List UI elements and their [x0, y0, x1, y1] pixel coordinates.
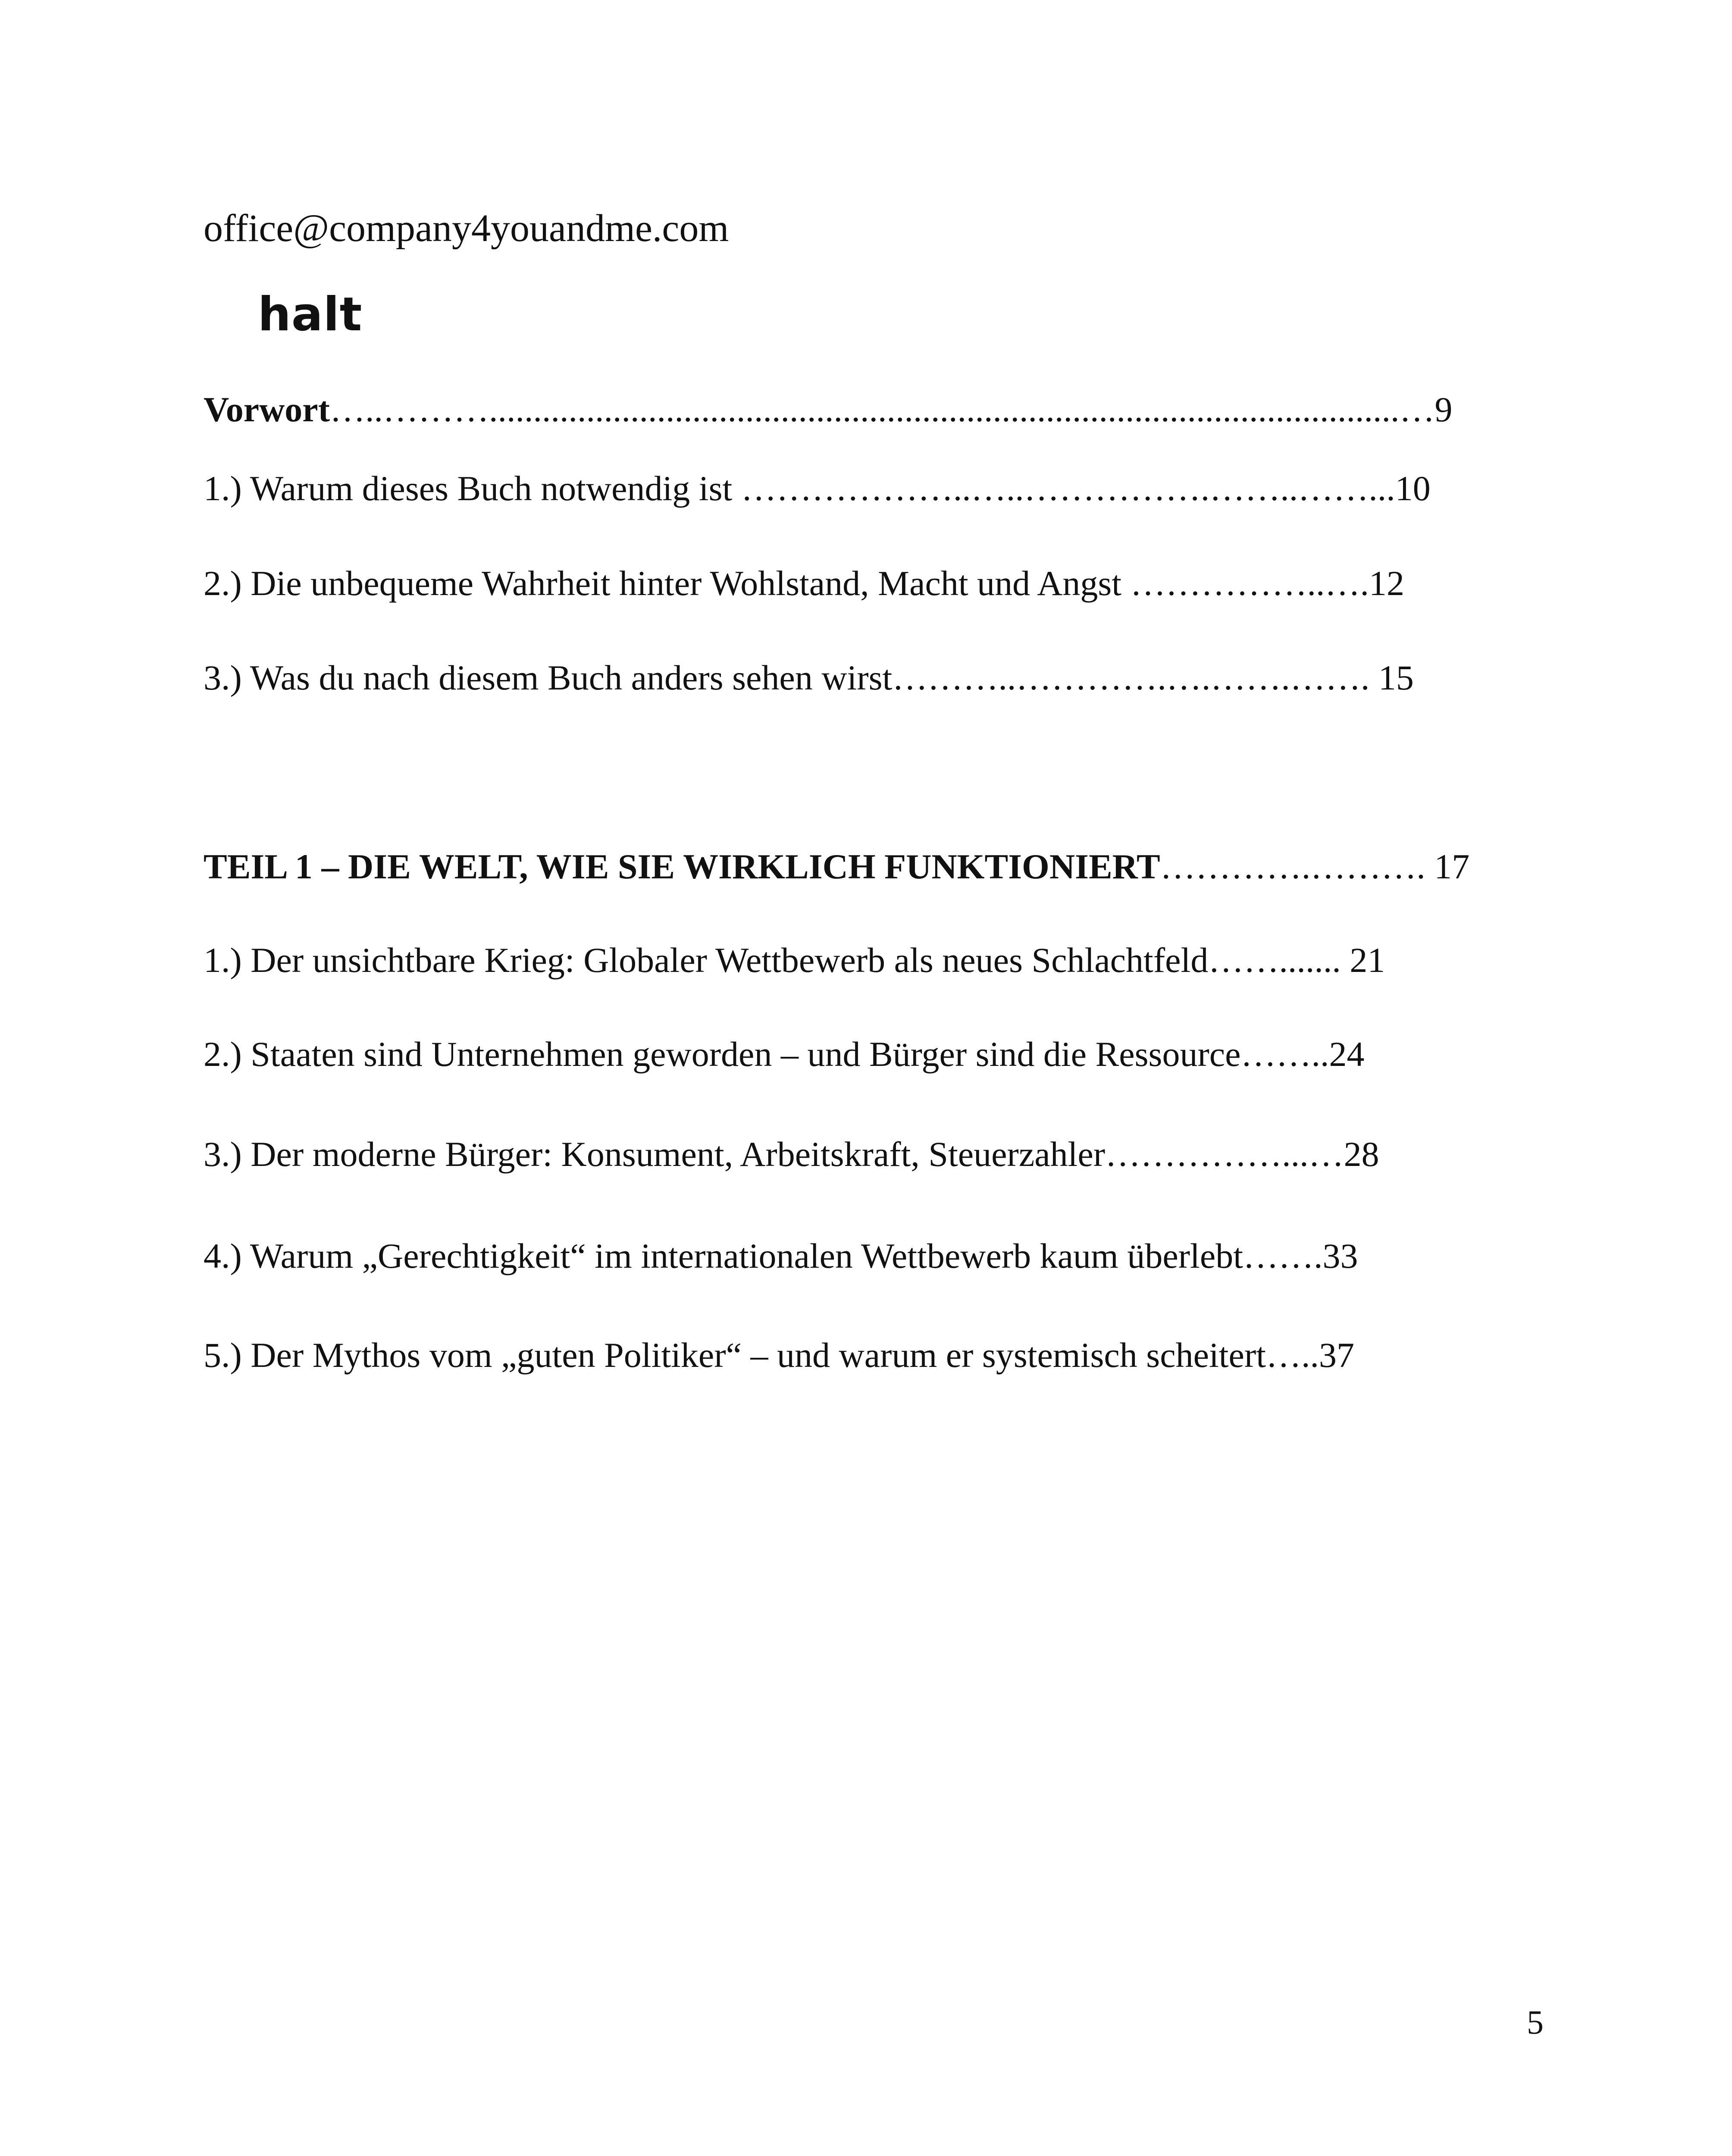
toc-entry-title: 3.) Der moderne Bürger: Konsument, Arbeitskraft, Steuerzahler — [204, 1134, 1106, 1174]
toc-entry-leader-page: ……....... 21 — [1208, 940, 1385, 980]
toc-entry-leader-page: ………………..…..…………….……..……...10 — [732, 469, 1431, 508]
toc-entry — [204, 560, 1540, 607]
toc-entry-title: 5.) Der Mythos vom „guten Politiker“ – und warum er systemisch scheitert — [204, 1335, 1266, 1375]
toc-entry — [204, 1332, 1540, 1379]
toc-entry-leader-page: ……..24 — [1240, 1034, 1365, 1074]
page-number: 5 — [1527, 2003, 1544, 2041]
toc-section-teil-1 — [204, 843, 1540, 890]
toc-entry-title: 2.) Staaten sind Unternehmen geworden – und Bürger sind die Ressource — [204, 1034, 1241, 1074]
toc-entry — [204, 654, 1540, 702]
toc-entry-leader-page: ………….………. 17 — [1160, 847, 1470, 886]
toc-entry-title: 3.) Was du nach diesem Buch anders sehen wirst — [204, 658, 893, 697]
contact-email: office@company4youandme.com — [204, 207, 729, 250]
toc-entry-title: 1.) Warum dieses Buch notwendig ist — [204, 469, 733, 508]
toc-entry-leader-page: …..……….......................................................................................................…9 — [330, 390, 1453, 429]
toc-entry-leader-page: ……………...…28 — [1105, 1134, 1379, 1174]
toc-heading: halt — [258, 288, 363, 342]
toc-entry — [204, 1131, 1540, 1178]
toc-entry-leader-page: …….33 — [1243, 1236, 1358, 1275]
toc-entry-leader-page: ……………..….12 — [1121, 564, 1405, 603]
toc-entry-title: TEIL 1 – DIE WELT, WIE SIE WIRKLICH FUNKTIONIERT — [204, 847, 1160, 886]
toc-entry-title: 2.) Die unbequeme Wahrheit hinter Wohlstand, Macht und Angst — [204, 564, 1122, 603]
toc-entry-title: Vorwort — [204, 390, 330, 429]
toc-entry-title: 1.) Der unsichtbare Krieg: Globaler Wettbewerb als neues Schlachtfeld — [204, 940, 1209, 980]
toc-entry — [204, 937, 1540, 984]
toc-entry-leader-page: …..37 — [1266, 1335, 1355, 1375]
toc-entry — [204, 1232, 1540, 1280]
toc-entry — [204, 465, 1540, 512]
toc-entry-title: 4.) Warum „Gerechtigkeit“ im internationalen Wettbewerb kaum überlebt — [204, 1236, 1243, 1275]
toc-entry — [204, 1031, 1540, 1078]
toc-entry-leader-page: ………..………….….…….……. 15 — [892, 658, 1414, 697]
toc-entry-vorwort — [204, 386, 1540, 433]
